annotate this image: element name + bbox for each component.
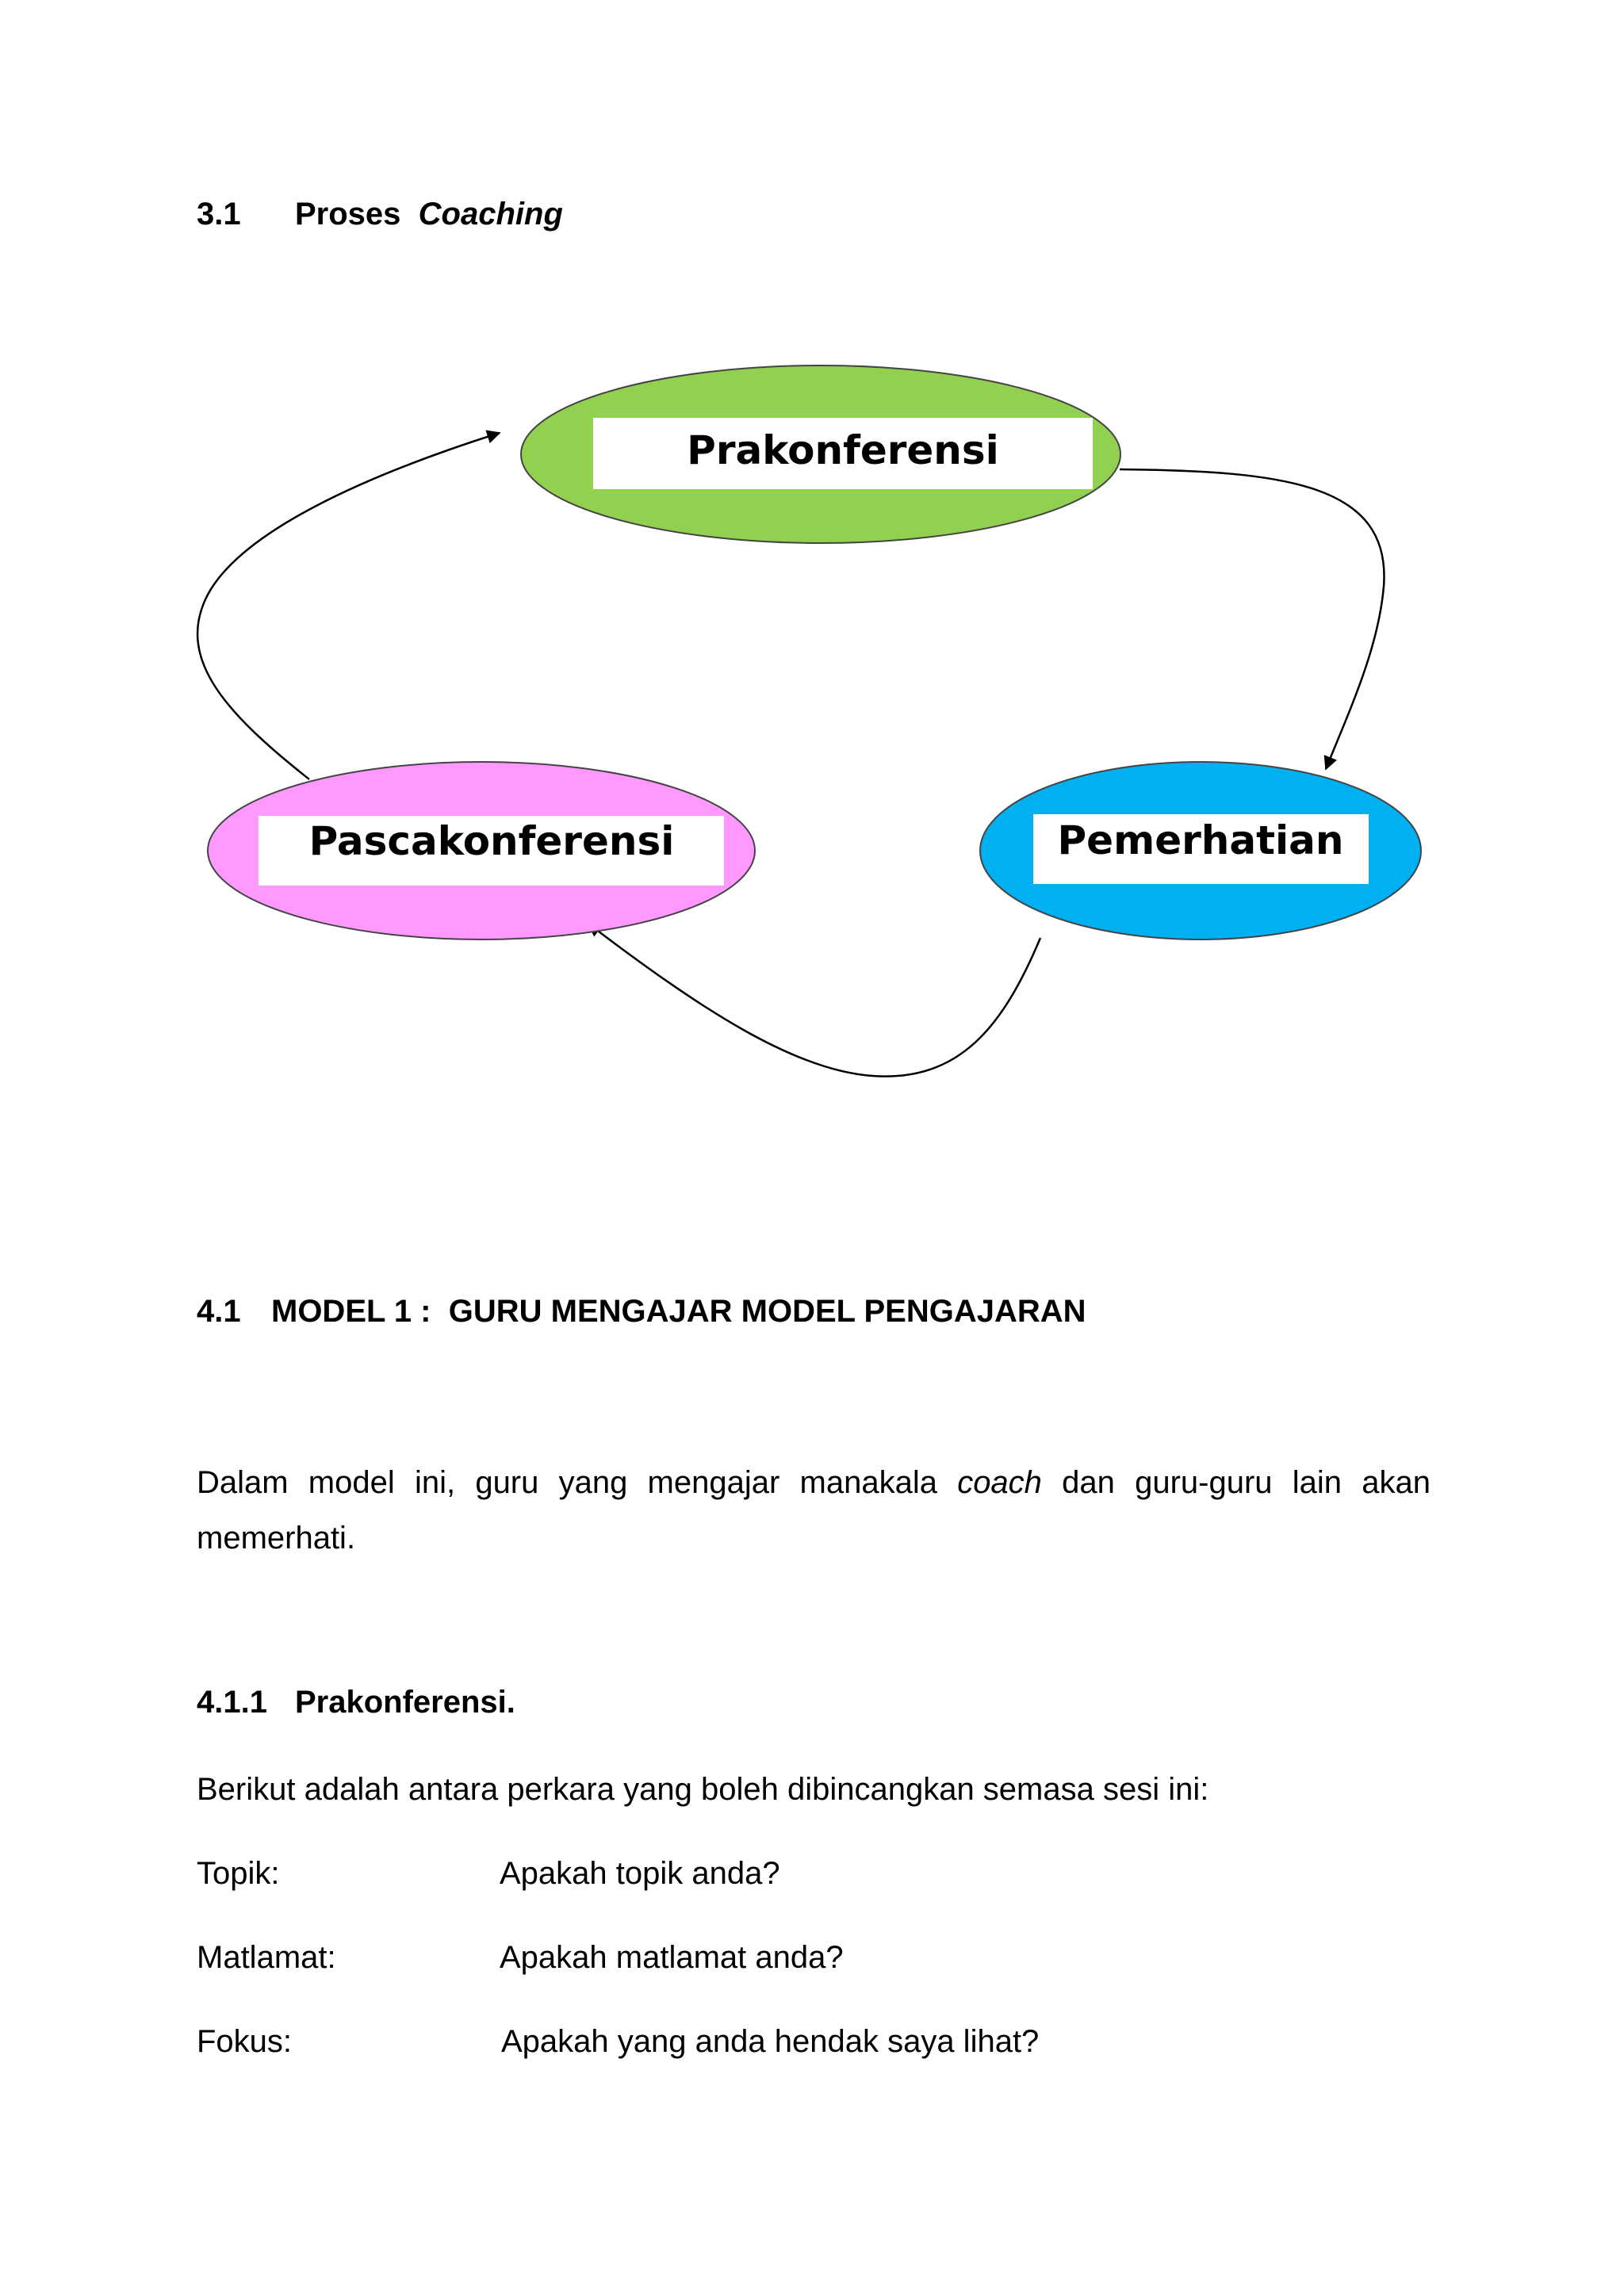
question-label: Matlamat: (197, 1940, 336, 1975)
coaching-cycle-diagram (0, 0, 1624, 1110)
section-title: Prakonferensi. (295, 1685, 515, 1720)
intro-text: Dalam model ini, guru yang mengajar manakala (197, 1465, 958, 1500)
arrow-prakonferensi-to-pemerhatian (1120, 469, 1385, 769)
section-title-italic: Coaching (418, 197, 563, 232)
section-number: 4.1.1 (197, 1685, 267, 1720)
lead-sentence: Berikut adalah antara perkara yang boleh dibincangkan semasa sesi ini: (197, 1772, 1209, 1807)
question-text: Apakah yang anda hendak saya lihat? (501, 2024, 1040, 2059)
arrow-pascakonferensi-to-prakonferensi (197, 433, 500, 779)
arrow-pemerhatian-to-pascakonferensi (588, 924, 1040, 1077)
question-label: Topik: (197, 1856, 280, 1891)
node-pascakonferensi (208, 762, 755, 939)
section-number: 4.1 (197, 1294, 241, 1329)
section-number: 3.1 (197, 197, 241, 232)
question-row (197, 1854, 280, 1892)
question-row (197, 2022, 292, 2061)
section-title: MODEL 1 : GURU MENGAJAR MODEL PENGAJARAN (271, 1294, 1086, 1329)
intro-text-end: dan guru-guru lain akan memerhati. (197, 1465, 1431, 1556)
node-pemerhatian (980, 762, 1421, 939)
section-heading-4-1-1 (197, 1683, 515, 1721)
node-label: Pemerhatian (1057, 817, 1344, 863)
intro-paragraph (197, 1455, 1431, 1566)
node-label: Pascakonferensi (308, 818, 675, 864)
section-heading-4-1 (197, 1292, 1086, 1330)
node-label: Prakonferensi (687, 427, 999, 473)
intro-italic-term: coach (957, 1465, 1042, 1500)
section-title: Proses (295, 197, 401, 232)
question-text: Apakah matlamat anda? (500, 1940, 844, 1975)
node-prakonferensi (521, 365, 1120, 543)
question-text: Apakah topik anda? (500, 1856, 780, 1891)
question-label: Fokus: (197, 2024, 293, 2059)
question-row (197, 1938, 336, 1976)
